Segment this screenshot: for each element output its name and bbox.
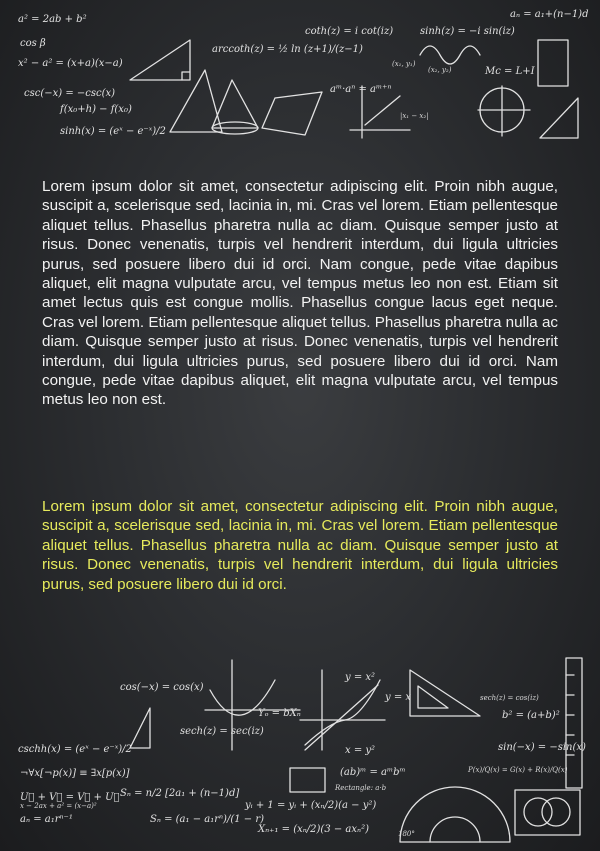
formula: cos(−x) = cos(x) [120,682,204,693]
formula: cschh(x) = (eˣ − e⁻ˣ)/2 [18,744,132,755]
formula: Xₙ₊₁ = (xₙ/2)(3 − axₙ²) [258,824,369,835]
formula: y = x [385,692,412,703]
formula: Yₒ = bXₙ [258,708,301,719]
bottom-formula-doodles [0,650,600,851]
formula: x − 2ax + a² = (x−a)² [20,802,97,810]
formula: a² = 2ab + b² [18,14,87,25]
formula: f(x₀+h) − f(x₀) [60,104,132,115]
formula: (x₂, y₂) [428,66,452,74]
formula: Mc = L+I [485,66,535,77]
formula: sinh(z) = −i sin(iz) [420,26,515,37]
formula: sech(z) = sec(iz) [180,726,264,737]
formula: sinh(x) = (eˣ − e⁻ˣ)/2 [60,126,166,137]
body-paragraph-white: Lorem ipsum dolor sit amet, consectetur adipiscing elit. Proin nibh augue, suscipit a, scelerisque sed, lacinia in, mi. Cras vel lorem. Etiam pellentesque aliquet tellus. Phasellus pharetra nulla ac diam. Quisque semper justo at risus. Donec venenatis, turpis vel hendrerit interdum, dui ligula ultricies purus, sed posuere libero dui id orci. Nam congue, pede vitae dapibus aliquet, elit magna vulputate arcu, vel tempus metus leo non est. Etiam sit amet lectus quis est congue mollis. Phasellus congue lacus eget neque. Cras vel lorem. Etiam pellentesque aliquet tellus. Phasellus pharetra nulla ac diam. Quisque semper justo at risus. Donec venenatis, turpis vel hendrerit interdum, dui ligula ultricies purus, sed posuere libero dui id orci. Nam congue, pede vitae dapibus aliquet, elit magna vulputate arcu, vel tempus metus leo non est. [42,178,558,409]
body-paragraph-yellow: Lorem ipsum dolor sit amet, consectetur adipiscing elit. Proin nibh augue, suscipit a, scelerisque sed, lacinia in, mi. Cras vel lorem. Etiam pellentesque aliquet tellus. Phasellus pharetra nulla ac diam. Quisque semper justo at risus. Donec venenatis, turpis vel hendrerit interdum, dui ligula ultricies purus, sed posuere libero dui id orci. [42,498,558,593]
formula: aₙ = a₁+(n−1)d [510,9,589,20]
formula: Rectangle: a·b [335,784,387,792]
formula: ¬∀x[¬p(x)] ≡ ∃x[p(x)] [20,768,130,779]
formula: sin(−x) = −sin(x) [498,742,586,753]
axis-triangle-sketch [540,98,578,138]
formula: aᵐ·aⁿ = aᵐ⁺ⁿ [330,84,392,95]
top-formula-doodles [0,0,600,150]
formula: y = x² [345,672,376,683]
formula: Sₙ = (a₁ − a₁rⁿ)/(1 − r) [150,814,265,825]
formula: Sₙ = n/2 [2a₁ + (n−1)d] [120,788,240,799]
formula: x² − a² = (x+a)(x−a) [18,58,123,69]
formula: U⃗ + V⃗ = V⃗ + U⃗ [20,792,120,803]
formula: coth(z) = i cot(iz) [305,26,394,37]
formula: |x₁ − x₂| [400,112,429,120]
formula: x = y² [345,745,376,756]
small-triangle-sketch [130,708,150,748]
circle-sketch [478,86,530,136]
venn-diagram-sketch [515,790,580,835]
bottom-formula-text [18,672,586,838]
ruler-sketch [566,658,582,788]
formula: yᵢ + 1 = yᵢ + (xₙ/2)(a − y²) [245,800,377,811]
formula: 180° [398,830,415,838]
rectangle-sketch [290,768,325,792]
quadrilateral-sketch [262,92,322,135]
right-triangle-sketch [130,40,190,80]
wave-sketch [420,46,480,64]
formula: P(x)/Q(x) = G(x) + R(x)/Q(x) [468,766,568,774]
formula: sech(z) = cos(iz) [480,694,539,702]
formula: csc(−x) = −csc(x) [24,88,116,99]
box-sketch [538,40,568,86]
protractor-sketch [400,787,510,842]
formula: cos β [20,38,46,49]
top-formula-text [18,9,589,137]
cone-sketch [212,80,258,134]
formula: b² = (a+b)² [502,710,560,721]
formula: (x₁, y₁) [392,60,416,68]
formula: (ab)ᵐ = aᵐbᵐ [340,767,406,778]
formula: aₙ = a₁rⁿ⁻¹ [20,814,73,825]
formula: arccoth(z) = ½ ln (z+1)/(z−1) [212,44,363,55]
set-square-sketch [410,670,480,716]
